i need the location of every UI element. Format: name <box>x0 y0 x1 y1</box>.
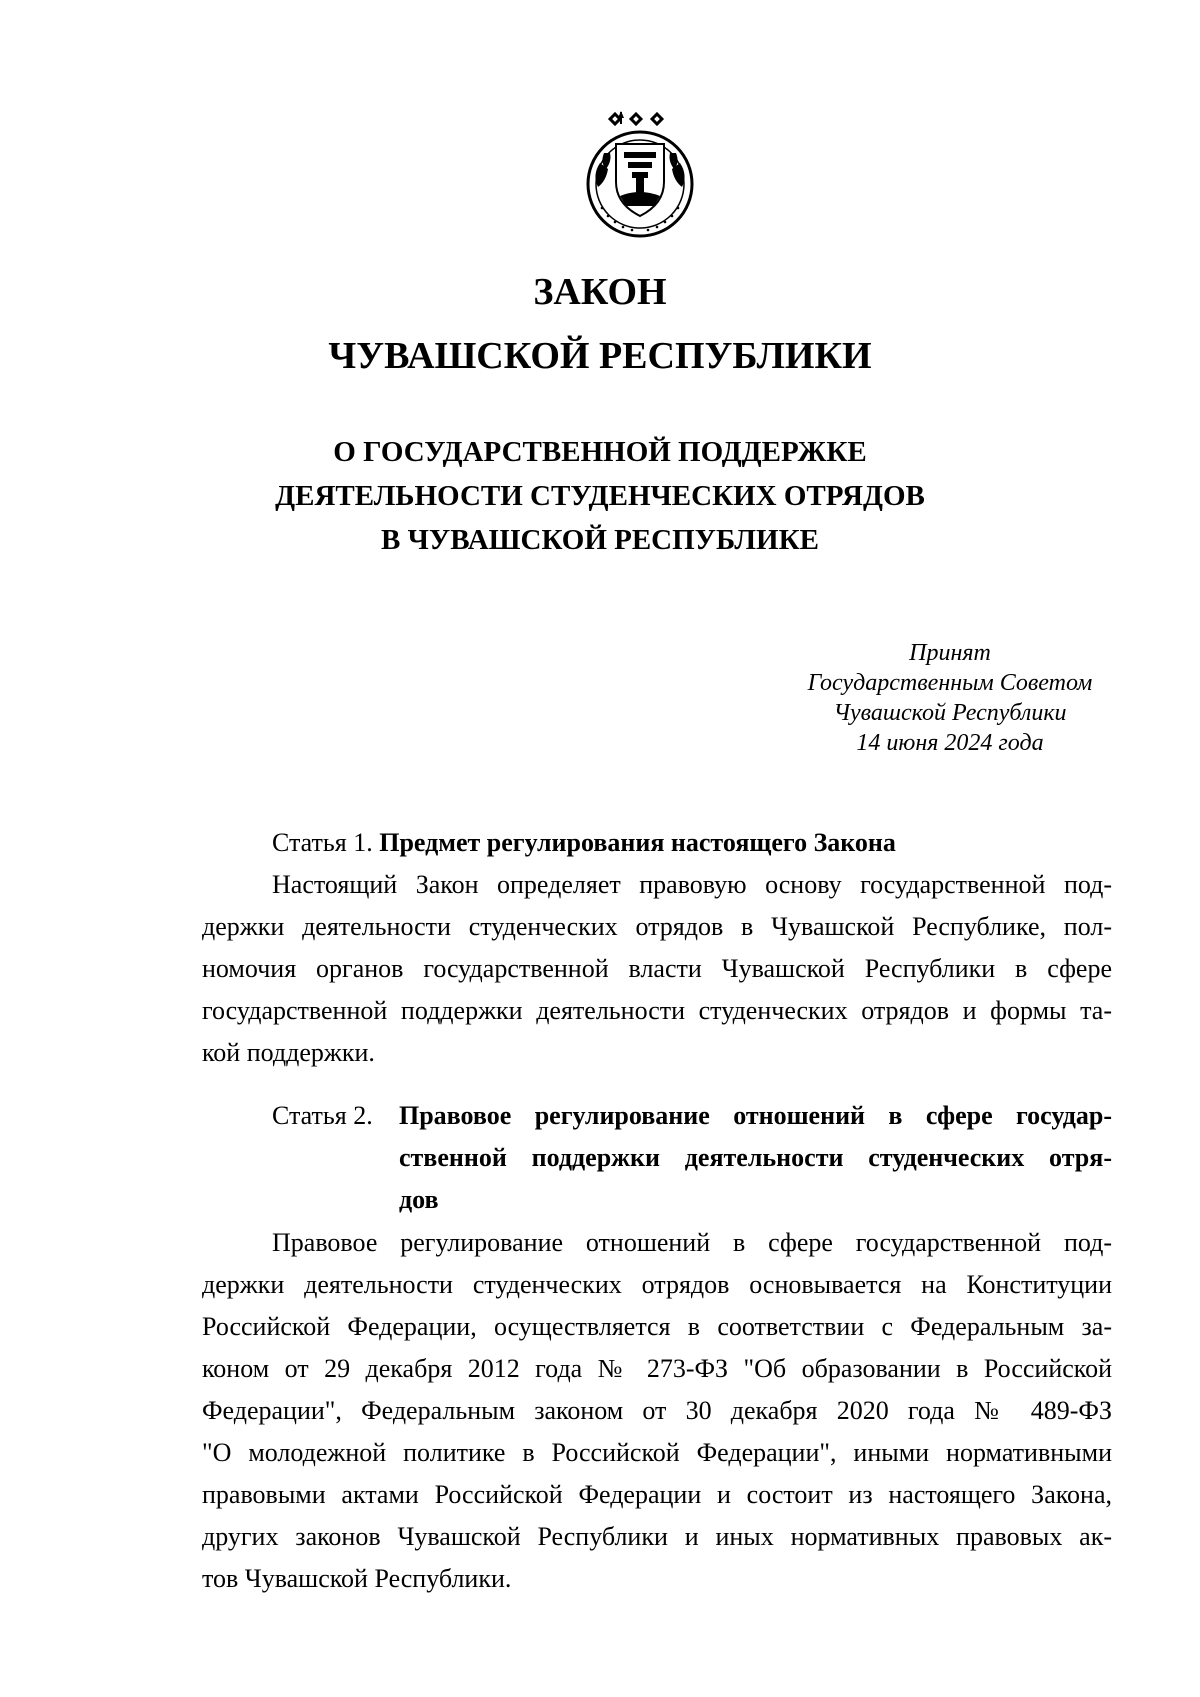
text-line: правовыми актами Российской Федерации и состоит из настоящего Закона, <box>202 1480 1112 1509</box>
adoption-note <box>760 638 1140 758</box>
text-line: "О молодежной политике в Российской Федерации", иными нормативными <box>202 1438 1112 1467</box>
law-subtitle <box>0 430 1200 562</box>
subtitle-line: ДЕЯТЕЛЬНОСТИ СТУДЕНЧЕСКИХ ОТРЯДОВ <box>275 480 925 512</box>
chuvash-emblem-icon <box>580 108 700 240</box>
law-title-line-2: ЧУВАШСКОЙ РЕСПУБЛИКИ <box>328 335 872 377</box>
title-line: Правовое регулирование отношений в сфере государ- <box>399 1101 1112 1130</box>
text-line: Федерации", Федеральным законом от 30 декабря 2020 года № 489-ФЗ <box>202 1396 1112 1425</box>
text-line: тов Чувашской Республики. <box>202 1564 512 1593</box>
law-title-line-1: ЗАКОН <box>533 271 667 313</box>
title-line: ственной поддержки деятельности студенческих отря- <box>399 1143 1112 1172</box>
text-line: Настоящий Закон определяет правовую основу государственной под- <box>272 870 1112 899</box>
text-line: государственной поддержки деятельности студенческих отрядов и формы та- <box>202 996 1112 1025</box>
subtitle-line: В ЧУВАШСКОЙ РЕСПУБЛИКЕ <box>381 524 819 556</box>
adoption-line: Принят <box>909 640 991 666</box>
title-line: дов <box>399 1185 439 1214</box>
adoption-date: 14 июня 2024 года <box>856 730 1044 756</box>
article-1-title: Предмет регулирования настоящего Закона <box>379 828 896 857</box>
article-1-text <box>202 864 1112 1074</box>
text-line: Российской Федерации, осуществляется в соответствии с Федеральным за- <box>202 1312 1112 1341</box>
text-line: держки деятельности студенческих отрядов основывается на Конституции <box>202 1270 1112 1299</box>
text-line: коном от 29 декабря 2012 года № 273-ФЗ "Об образовании в Российской <box>202 1354 1112 1383</box>
subtitle-line: О ГОСУДАРСТВЕННОЙ ПОДДЕРЖКЕ <box>333 436 867 468</box>
text-line: номочия органов государственной власти Чувашской Республики в сфере <box>202 954 1112 983</box>
article-2-title <box>399 1095 1112 1221</box>
text-line: других законов Чувашской Республики и иных нормативных правовых ак- <box>202 1522 1112 1551</box>
article-1-heading <box>272 822 896 864</box>
text-line: кой поддержки. <box>202 1038 375 1067</box>
adoption-line: Чувашской Республики <box>833 700 1067 726</box>
article-2-text <box>202 1222 1112 1600</box>
text-line: держки деятельности студенческих отрядов в Чувашской Республике, пол- <box>202 912 1112 941</box>
article-2-label: Статья 2. <box>272 1101 373 1130</box>
article-1-label: Статья 1. <box>272 828 373 857</box>
text-line: Правовое регулирование отношений в сфере государственной под- <box>272 1228 1112 1257</box>
adoption-line: Государственным Советом <box>807 670 1093 696</box>
